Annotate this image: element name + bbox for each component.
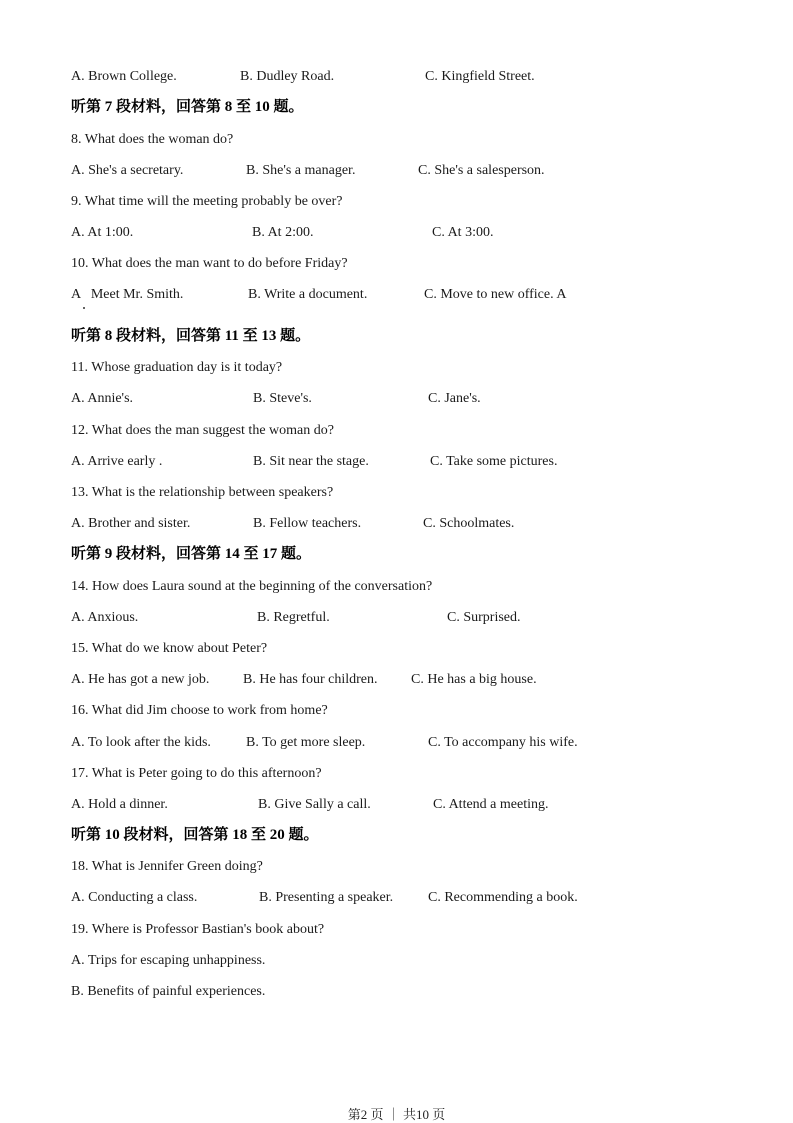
option-b: B. At 2:00. <box>252 225 314 240</box>
option-a: A. Arrive early . <box>71 454 163 469</box>
question-17: 17. What is Peter going to do this afternoon? <box>71 766 322 781</box>
question-19: 19. Where is Professor Bastian's book about? <box>71 922 325 937</box>
option-b: B. Write a document. <box>248 287 368 302</box>
option-c: C. Move to new office. A <box>424 287 567 302</box>
option-c: C. She's a salesperson. <box>418 163 545 178</box>
question-18: 18. What is Jennifer Green doing? <box>71 859 263 874</box>
question-9: 9. What time will the meeting probably be over? <box>71 194 343 209</box>
section-heading-8: 听第 8 段材料，回答第 11 至 13 题。 <box>71 328 311 344</box>
option-c: C. Take some pictures. <box>430 454 558 469</box>
option-b: B. Give Sally a call. <box>258 797 371 812</box>
option-b: B. Regretful. <box>257 610 330 625</box>
option-a: A. Annie's. <box>71 391 134 406</box>
option-c: C. Jane's. <box>428 391 481 406</box>
option-b: B. Sit near the stage. <box>253 454 369 469</box>
question-14: 14. How does Laura sound at the beginning of the conversation? <box>71 579 433 594</box>
option-c: C. Surprised. <box>447 610 521 625</box>
option-c: C. Schoolmates. <box>423 516 515 531</box>
option-c: C. Attend a meeting. <box>433 797 549 812</box>
section-heading-9: 听第 9 段材料，回答第 14 至 17 题。 <box>71 546 312 562</box>
option-b: B. To get more sleep. <box>246 735 366 750</box>
question-16: 16. What did Jim choose to work from home? <box>71 703 328 718</box>
option-b-line: B. Benefits of painful experiences. <box>71 984 266 999</box>
option-a: A Meet Mr. Smith. <box>71 287 184 302</box>
option-b: B. Fellow teachers. <box>253 516 362 531</box>
question-13: 13. What is the relationship between speakers? <box>71 485 334 500</box>
option-b: B. Dudley Road. <box>240 69 335 84</box>
section-heading-10: 听第 10 段材料，回答第 18 至 20 题。 <box>71 827 319 843</box>
question-8: 8. What does the woman do? <box>71 132 234 147</box>
option-c: C. Recommending a book. <box>428 890 578 905</box>
option-a: A. He has got a new job. <box>71 672 210 687</box>
option-b: B. Steve's. <box>253 391 312 406</box>
option-a: A. Anxious. <box>71 610 139 625</box>
option-a: A. She's a secretary. <box>71 163 184 178</box>
option-a: A. Conducting a class. <box>71 890 198 905</box>
page-footer: 第2 页 ｜ 共10 页 <box>347 1107 446 1122</box>
question-10: 10. What does the man want to do before Friday? <box>71 256 348 271</box>
option-a: A. To look after the kids. <box>71 735 211 750</box>
option-a: A. At 1:00. <box>71 225 134 240</box>
option-c: C. To accompany his wife. <box>428 735 578 750</box>
option-b: B. He has four children. <box>243 672 378 687</box>
section-heading-7: 听第 7 段材料，回答第 8 至 10 题。 <box>71 99 304 115</box>
option-c: C. Kingfield Street. <box>425 69 535 84</box>
option-b: B. Presenting a speaker. <box>259 890 394 905</box>
option-a: A. Brother and sister. <box>71 516 191 531</box>
option-a-line: A. Trips for escaping unhappiness. <box>71 953 266 968</box>
question-11: 11. Whose graduation day is it today? <box>71 360 283 375</box>
option-c: C. At 3:00. <box>432 225 494 240</box>
question-15: 15. What do we know about Peter? <box>71 641 268 656</box>
option-a: A. Hold a dinner. <box>71 797 168 812</box>
option-a: A. Brown College. <box>71 69 177 84</box>
option-c: C. He has a big house. <box>411 672 537 687</box>
stray-mark <box>83 307 85 309</box>
question-12: 12. What does the man suggest the woman do? <box>71 423 334 438</box>
option-b: B. She's a manager. <box>246 163 356 178</box>
